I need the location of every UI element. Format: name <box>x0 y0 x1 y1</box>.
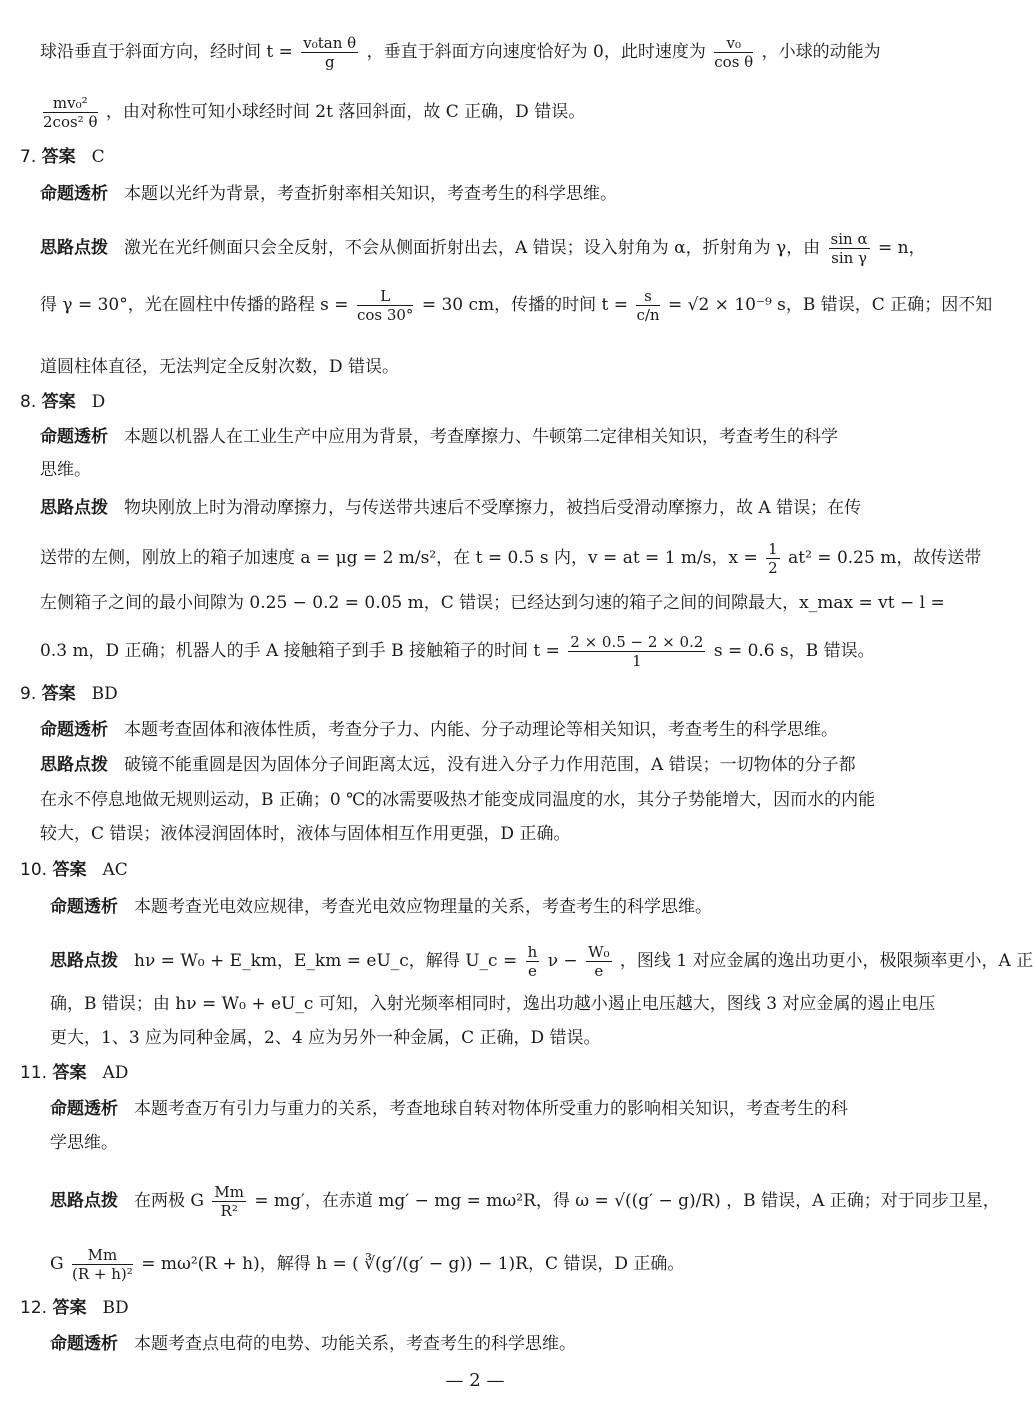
q10-intro: 命题透析 本题考查光电效应规律，考查光电效应物理量的关系，考查考生的科学思维。 <box>50 897 712 917</box>
q8-hint-3: 左侧箱子之间的最小间隙为 0.25 − 0.2 = 0.05 m，C 错误；已经达到匀速的箱子之间的间隙最大，x_max = vt − l = <box>40 593 945 613</box>
fraction: $\frac{Mm}{\text{R²}}$ <box>214 1183 244 1220</box>
q10-hint-2: 确，B 错误；由 hν = W₀ + eU_c 可知，入射光频率相同时，逸出功越小遏止电压越大，图线 3 对应金属的遏止电压 <box>50 994 936 1014</box>
question-8-answer: 8. 答案 D <box>20 392 106 412</box>
radical: √((g′ − g)/R) <box>614 1191 721 1211</box>
q9-hint-1: 思路点拨 破镜不能重圆是因为固体分子间距离太远，没有进入分子力作用范围，A 错误；一切物体的分子都 <box>40 755 856 775</box>
q9-hint-3: 较大，C 错误；液体浸润固体时，液体与固体相互作用更强，D 正确。 <box>40 824 571 844</box>
q7-hint-1: 思路点拨 激光在光纤侧面只会全反射，不会从侧面折射出去，A 错误；设入射角为 α，折射角为 γ，由 $\frac{\text{sin α}}{\text{sin γ}}$ = n， <box>40 230 926 267</box>
text-line: $\frac{\text{mv₀²}}{\text{2cos² θ}}$ ，由对称性可知小球经时间 2t 落回斜面，故 C 正确，D 错误。 <box>43 94 586 131</box>
fraction: $\frac{Mm}{\text{(R + h)²}}$ <box>72 1246 133 1283</box>
q8-intro-2: 思维。 <box>40 460 91 480</box>
fraction: $\frac{L}{\cos 30^\circ}$ <box>356 287 414 324</box>
q8-hint-1: 思路点拨 物块刚放上时为滑动摩擦力，与传送带共速后不受摩擦力，被挡后受滑动摩擦力，故 A 错误；在传 <box>40 498 862 518</box>
q8-hint-2: 送带的左侧，刚放上的箱子加速度 a = μg = 2 m/s²，在 t = 0.5 s 内，v = at = 1 m/s，x = $\frac{1}{2}$ at² = 0.25 m，故传送带 <box>40 540 982 577</box>
fraction: $\frac{\text{v₀}}{\text{cos θ}}$ <box>714 34 754 71</box>
q10-hint-3: 更大，1、3 应为同种金属，2、4 应为另外一种金属，C 正确，D 错误。 <box>50 1028 601 1048</box>
q10-hint-1: 思路点拨 hν = W₀ + E_km，E_km = eU_c，解得 U_c = $\frac{h}{e}$ ν − $\frac{\text{W₀}}{e}$ ，图线 1 对应金属的逸出功更小，极限频率更小，A 正 <box>50 943 1033 980</box>
text-line: 球沿垂直于斜面方向，经时间 t = $\frac{\text{v₀tan θ}}{g}$ ，垂直于斜面方向速度恰好为 0，此时速度为 $\frac{\text{v₀}}{\text{cos θ}}$ ，小球的动能为 <box>40 34 881 71</box>
q8-hint-4: 0.3 m，D 正确；机器人的手 A 接触箱子到手 B 接触箱子的时间 t = $\frac{2 \times 0.5 - 2 \times 0.2}{1}$ s = 0.6 s，B 错误。 <box>40 633 875 670</box>
q11-intro-1: 命题透析 本题考查万有引力与重力的关系，考查地球自转对物体所受重力的影响相关知识，考查考生的科 <box>50 1099 848 1119</box>
question-11-answer: 11. 答案 AD <box>20 1063 129 1083</box>
fraction: $\frac{2 \times 0.5 - 2 \times 0.2}{1}$ <box>570 633 704 670</box>
q9-intro: 命题透析 本题考查固体和液体性质，考查分子力、内能、分子动理论等相关知识，考查考生的科学思维。 <box>40 720 838 740</box>
q7-hint-2: 得 γ = 30°，光在圆柱中传播的路程 s = $\frac{L}{\cos 30^\circ}$ = 30 cm，传播的时间 t = $\frac{s}{c/n}$ = √2 × 10⁻⁹ s，B 错误，C 正确；因不知 <box>40 287 993 324</box>
question-9-answer: 9. 答案 BD <box>20 684 118 704</box>
page-number: — 2 — <box>445 1370 505 1391</box>
q8-intro-1: 命题透析 本题以机器人在工业生产中应用为背景，考查摩擦力、牛顿第二定律相关知识，考查考生的科学 <box>40 427 838 447</box>
q11-hint-1: 思路点拨 在两极 G $\frac{Mm}{\text{R²}}$ = mg′，在赤道 mg′ − mg = mω²R，得 ω = √((g′ − g)/R) ，B 错误，A 正确；对于同步卫星， <box>50 1183 1000 1220</box>
question-10-answer: 10. 答案 AC <box>20 860 128 880</box>
fraction: $\frac{\text{W₀}}{e}$ <box>588 943 610 980</box>
q7-intro: 命题透析 本题以光纤为背景，考查折射率相关知识，考查考生的科学思维。 <box>40 184 617 204</box>
q11-hint-2: G $\frac{Mm}{\text{(R + h)²}}$ = mω²(R + h)，解得 h = ( ∛(g′/(g′ − g)) − 1)R，C 错误，D 正确。 <box>50 1246 685 1283</box>
q9-hint-2: 在永不停息地做无规则运动，B 正确；0 ℃的冰需要吸热才能变成同温度的水，其分子势能增大，因而水的内能 <box>40 790 876 810</box>
question-12-answer: 12. 答案 BD <box>20 1298 129 1318</box>
fraction: $\frac{\text{v₀tan θ}}{g}$ <box>303 34 357 71</box>
question-7-answer: 7. 答案 C <box>20 147 105 167</box>
radical: ∛(g′/(g′ − g)) <box>364 1254 473 1274</box>
fraction: $\frac{1}{2}$ <box>768 540 778 577</box>
fraction: $\frac{s}{c/n}$ <box>636 287 660 324</box>
q11-intro-2: 学思维。 <box>50 1133 118 1153</box>
q7-hint-3: 道圆柱体直径，无法判定全反射次数，D 错误。 <box>40 357 400 377</box>
q12-intro: 命题透析 本题考查点电荷的电势、功能关系，考查考生的科学思维。 <box>50 1334 576 1354</box>
fraction: $\frac{h}{e}$ <box>527 943 538 980</box>
fraction: $\frac{\text{mv₀²}}{\text{2cos² θ}}$ <box>43 94 98 131</box>
fraction: $\frac{\text{sin α}}{\text{sin γ}}$ <box>830 230 868 267</box>
